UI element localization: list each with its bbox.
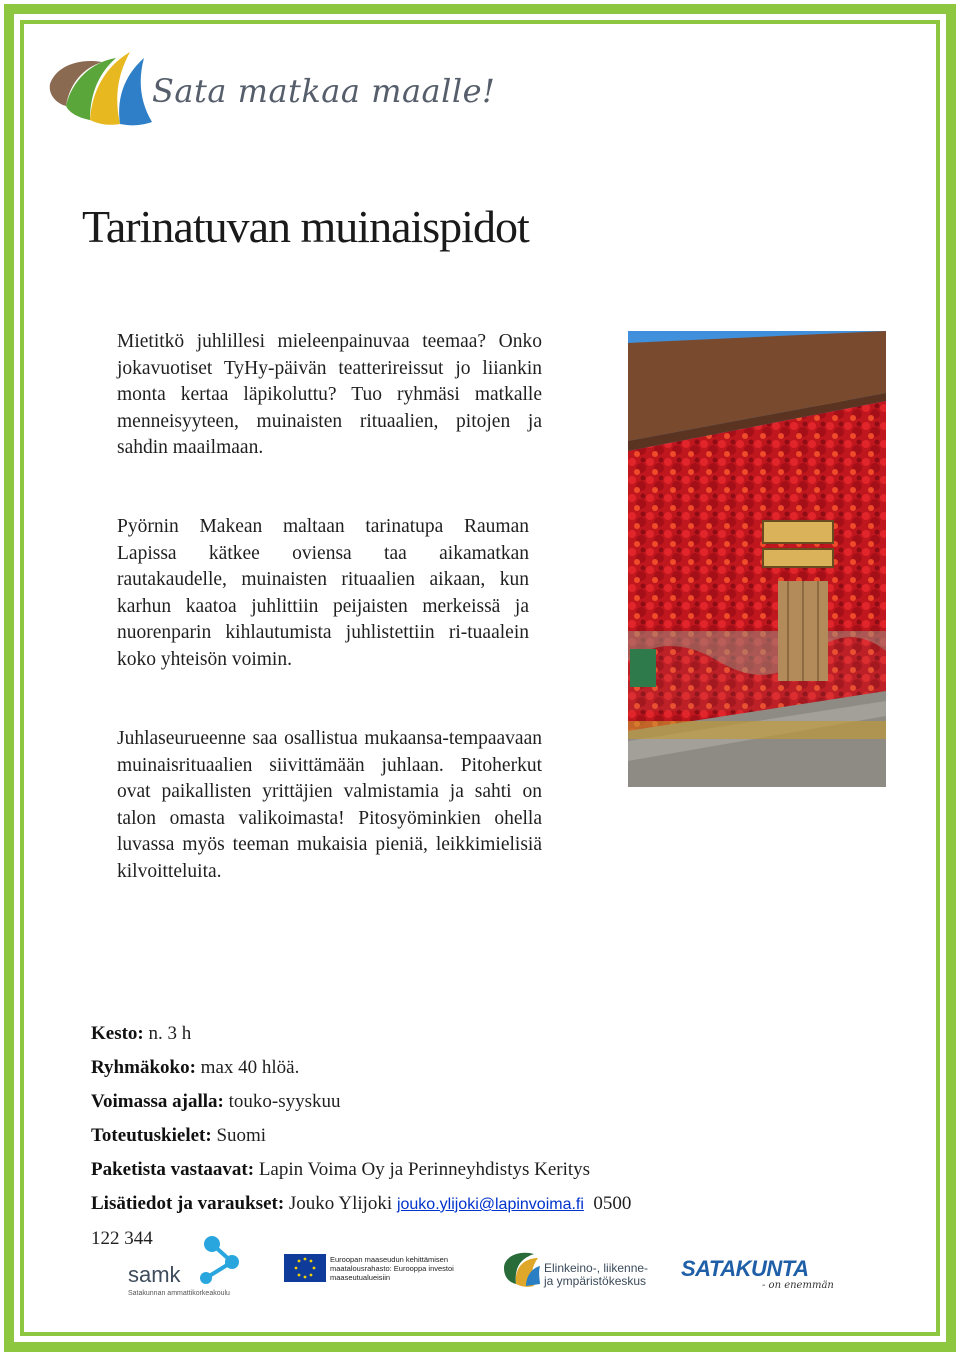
validity-line — [91, 1091, 341, 1113]
languages-value: Suomi — [216, 1125, 267, 1146]
page-title: Tarinatuvan muinaispidot — [82, 201, 529, 252]
samk-logo-subtitle: Satakunnan ammattikorkeakoulu — [128, 1290, 230, 1297]
details-paragraph: Juhlaseurueenne saa osallistua mukaansa-tempaavaan muinaisrituaalien siivittämään juhlaan. Pitoherkut ovat paikallisten yrittäjien valmistamia ja sahti on talon omasta valikoimasta! Pitosyöminkien ohella luvassa myös teeman mukaisia pieniä, leikkimielisiä kilvoitteluita. — [117, 728, 542, 882]
responsible-label: Paketista vastaavat: — [91, 1159, 255, 1180]
eu-flag-icon — [284, 1254, 326, 1282]
contact-phone-part2: 122 344 — [91, 1228, 153, 1249]
group-size-label: Ryhmäkoko: — [91, 1057, 196, 1078]
satakunta-logo-subtitle: - on enemmän — [762, 1280, 834, 1291]
samk-logo-text: samk — [128, 1262, 181, 1287]
group-size-line — [91, 1057, 299, 1079]
duration-label: Kesto: — [91, 1023, 144, 1044]
description-paragraph: Pyörnin Makean maltaan tarinatupa Rauman Lapissa kätkee oviensa taa aikamatkan rautakaudelle, muinaisten rituaalien aikaan, kun karhun kaatoa juhlittiin peijaisten merkeissä ja nuorenparin kihlautumista juhlistettiin ri-tuaalein koko yhteisön voimin. — [117, 516, 529, 670]
samk-dots-logo-icon — [176, 1234, 246, 1294]
responsible-line — [91, 1159, 590, 1181]
satakunta-logo-text: SATAKUNTA — [681, 1256, 809, 1281]
eu-fund-text: Euroopan maaseudun kehittämisen maatalousrahasto: Eurooppa investoi maaseutualueisiin — [330, 1255, 454, 1282]
contact-email-link[interactable]: jouko.ylijoki@lapinvoima.fi — [396, 1196, 584, 1213]
ivy-covered-building-photo — [628, 331, 886, 787]
group-size-value: max 40 hlöä. — [200, 1057, 300, 1078]
contact-name: Jouko Ylijoki — [288, 1193, 393, 1214]
leaf-swoosh-logo-icon — [44, 44, 154, 129]
intro-paragraph: Mietitkö juhlillesi mieleenpainuvaa teemaa? Onko jokavuotiset TyHy-päivän teatterireissut jo liiankin monta kertaa läpikoluttu? Tuo ryhmäsi matkalle menneisyyteen, muinaisten rituaalien, pitojen ja sahdin maailmaan. — [117, 331, 542, 458]
contact-phone-part1: 0500 — [593, 1193, 632, 1214]
duration-line — [91, 1023, 191, 1045]
contact-label: Lisätiedot ja varaukset: — [91, 1193, 285, 1214]
validity-value: touko-syyskuu — [228, 1091, 341, 1112]
logo-text: Sata matkaa maalle! — [152, 72, 496, 110]
languages-label: Toteutuskielet: — [91, 1125, 212, 1146]
responsible-value: Lapin Voima Oy ja Perinneyhdistys Keritys — [258, 1159, 591, 1180]
ely-logo-icon — [500, 1248, 542, 1288]
contact-line — [91, 1193, 631, 1215]
duration-value: n. 3 h — [148, 1023, 192, 1044]
languages-line — [91, 1125, 266, 1147]
ely-logo-text: Elinkeino-, liikenne- ja ympäristökeskus — [544, 1261, 649, 1288]
validity-label: Voimassa ajalla: — [91, 1091, 224, 1112]
